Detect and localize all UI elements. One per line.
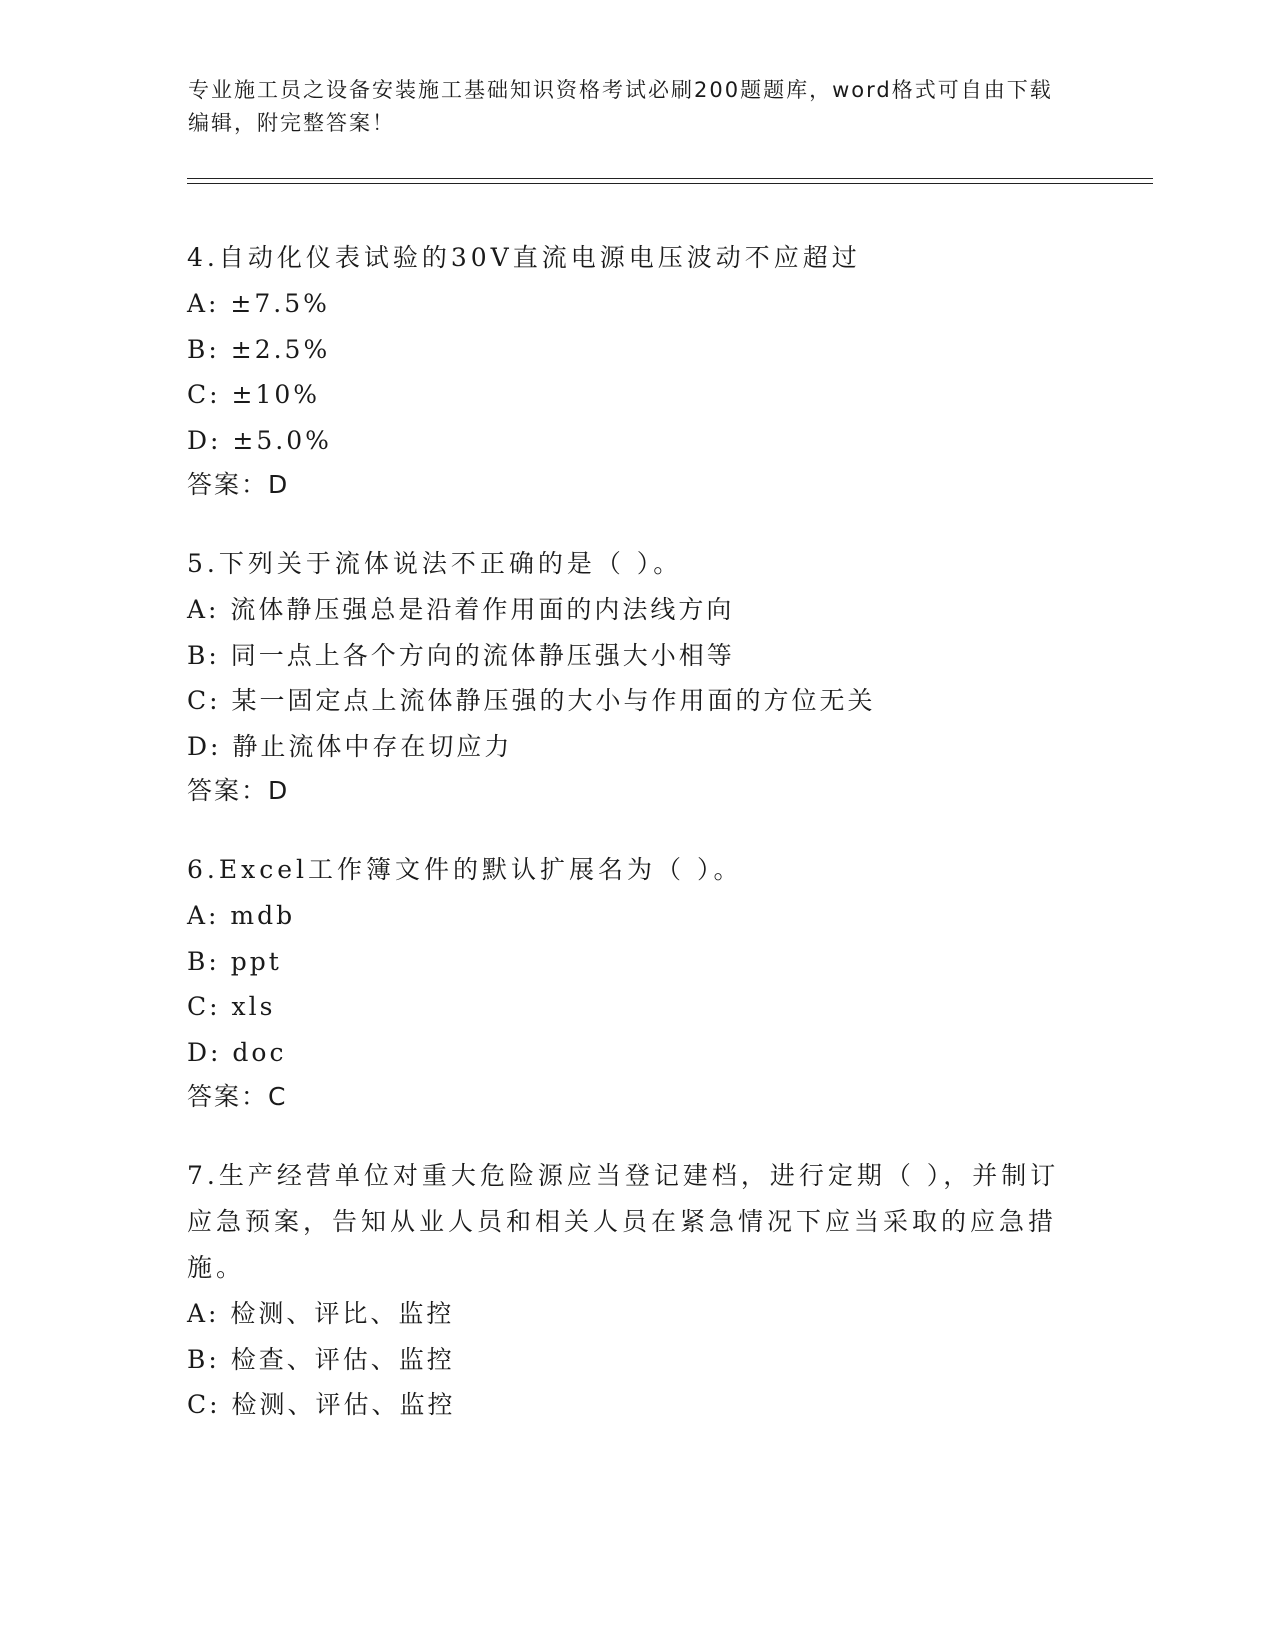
- option-b: B: ppt: [187, 946, 282, 976]
- question-item: [187, 1153, 1087, 1428]
- answer-line: 答案：D: [187, 470, 290, 499]
- option-c: C: 某一固定点上流体静压强的大小与作用面的方位无关: [187, 686, 876, 715]
- question-list: [187, 235, 1087, 1462]
- option-a: A: 流体静压强总是沿着作用面的内法线方向: [187, 595, 735, 624]
- header-divider-bottom: [187, 183, 1153, 184]
- option-c: C: xls: [187, 992, 276, 1021]
- answer-line: 答案：D: [187, 776, 290, 805]
- question-text: 6.Excel工作簿文件的默认扩展名为（ ）。: [187, 855, 743, 884]
- option-b: B: 检查、评估、监控: [187, 1344, 455, 1374]
- question-item: [187, 541, 1087, 813]
- question-item: [187, 847, 1087, 1119]
- option-c: C: 检测、评估、监控: [187, 1390, 456, 1419]
- option-b: B: ±2.5%: [187, 334, 331, 364]
- document-header: 专业施工员之设备安装施工基础知识资格考试必刷200题题库，word格式可自由下载编辑，附完整答案！: [188, 78, 1053, 135]
- option-d: D: doc: [187, 1037, 287, 1067]
- option-d: D: 静止流体中存在切应力: [187, 731, 513, 761]
- option-a: A: mdb: [187, 901, 296, 930]
- question-text: 7.生产经营单位对重大危险源应当登记建档，进行定期（ ），并制订应急预案，告知从业人员和相关人员在紧急情况下应当采取的应急措施。: [187, 1161, 1060, 1282]
- question-item: [187, 235, 1087, 507]
- question-text: 5.下列关于流体说法不正确的是（ ）。: [187, 549, 683, 578]
- option-b: B: 同一点上各个方向的流体静压强大小相等: [187, 640, 735, 670]
- option-c: C: ±10%: [187, 380, 321, 409]
- option-d: D: ±5.0%: [187, 425, 332, 455]
- header-divider-top: [187, 178, 1153, 179]
- answer-line: 答案：C: [187, 1082, 288, 1111]
- question-text: 4.自动化仪表试验的30V直流电源电压波动不应超过: [187, 243, 861, 272]
- option-a: A: 检测、评比、监控: [187, 1299, 455, 1328]
- option-a: A: ±7.5%: [187, 289, 330, 318]
